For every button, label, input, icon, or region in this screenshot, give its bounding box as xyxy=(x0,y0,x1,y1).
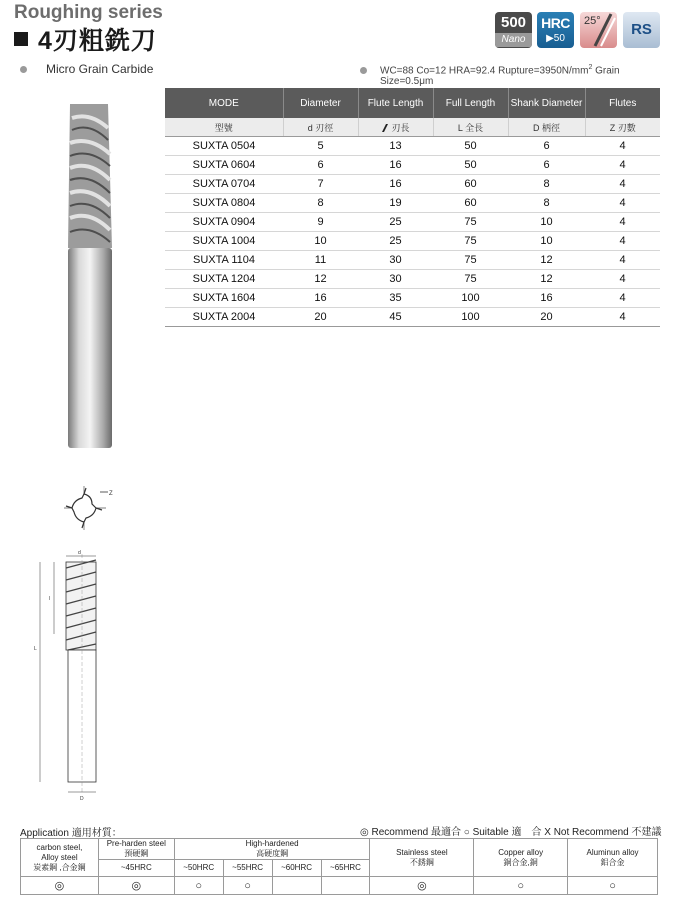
rating-cell: ◎ xyxy=(21,877,99,895)
spec-value-cell: 9 xyxy=(283,213,358,232)
spec-value-cell: 75 xyxy=(433,232,508,251)
spec-value-cell: 4 xyxy=(585,137,660,156)
spec-value-cell: 16 xyxy=(508,289,585,308)
model-code-cell: SUXTA 0704 xyxy=(165,175,283,194)
spec-value-cell: 7 xyxy=(283,175,358,194)
spec-value-cell: 16 xyxy=(358,156,433,175)
rating-cell: ○ xyxy=(174,877,223,895)
spec-value-cell: 30 xyxy=(358,251,433,270)
spec-row xyxy=(165,251,660,270)
spec-header-row xyxy=(165,88,660,118)
application-table xyxy=(20,838,658,895)
spec-value-cell: 10 xyxy=(508,232,585,251)
rating-cell: ◎ xyxy=(370,877,474,895)
spec-row xyxy=(165,194,660,213)
model-code-cell: SUXTA 2004 xyxy=(165,308,283,327)
spec-value-cell: 5 xyxy=(283,137,358,156)
rating-cell xyxy=(272,877,321,895)
spec-subheader: D 柄徑 xyxy=(508,118,585,137)
spec-value-cell: 100 xyxy=(433,289,508,308)
bullet-icon xyxy=(20,66,27,73)
spec-value-cell: 60 xyxy=(433,194,508,213)
L-label: L xyxy=(34,646,37,652)
spec-col-header: Flute Length xyxy=(358,88,433,118)
spec-table-body xyxy=(165,137,660,327)
spec-row xyxy=(165,156,660,175)
app-col-aluminum: Aluminun alloy 鋁合金 xyxy=(568,839,658,877)
cross-section-drawing xyxy=(62,484,122,536)
spec-value-cell: 45 xyxy=(358,308,433,327)
spec-row xyxy=(165,270,660,289)
spec-value-cell: 30 xyxy=(358,270,433,289)
spec-value-cell: 4 xyxy=(585,213,660,232)
spec-value-cell: 75 xyxy=(433,213,508,232)
spec-value-cell: 8 xyxy=(283,194,358,213)
spec-value-cell: 4 xyxy=(585,194,660,213)
rating-cell xyxy=(321,877,370,895)
spec-value-cell: 25 xyxy=(358,213,433,232)
spec-subheader-text: 刃長 xyxy=(391,122,410,133)
app-sub-hardness: ~50HRC xyxy=(174,860,223,877)
spec-value-cell: 4 xyxy=(585,289,660,308)
spec-value-cell: 6 xyxy=(508,137,585,156)
hrc-badge-bottom: ▶50 xyxy=(546,33,565,44)
spec-value-cell: 20 xyxy=(508,308,585,327)
nano-500-badge-bottom: Nano xyxy=(495,33,532,47)
spec-value-cell: 75 xyxy=(433,251,508,270)
spec-tail: Grain Size=0.5μm xyxy=(380,65,620,88)
hrc-badge-top: HRC xyxy=(541,15,570,31)
flute-length-icon xyxy=(381,124,389,132)
app-col-preharden: Pre-harden steel 預硬鋼 xyxy=(98,839,174,860)
application-label: Application 適用材質： xyxy=(20,828,122,839)
spec-subheader xyxy=(358,118,433,137)
spec-main: WC=88 Co=12 HRA=92.4 Rupture=3950N/mm xyxy=(380,65,589,77)
spec-value-cell: 4 xyxy=(585,270,660,289)
spec-value-cell: 10 xyxy=(283,232,358,251)
rating-legend: ◎ Recommend 最適合 ○ Suitable 適 合 X Not Recommend 不建議 xyxy=(360,827,662,838)
model-code-cell: SUXTA 0504 xyxy=(165,137,283,156)
spec-col-header: Full Length xyxy=(433,88,508,118)
app-col-hardened: High-hardened 高硬度鋼 xyxy=(174,839,370,860)
spec-value-cell: 8 xyxy=(508,194,585,213)
end-mill-photo xyxy=(50,98,130,453)
spec-value-cell: 4 xyxy=(585,251,660,270)
app-col-stainless: Stainless steel 不銹鋼 xyxy=(370,839,474,877)
spec-value-cell: 6 xyxy=(508,156,585,175)
model-code-cell: SUXTA 1604 xyxy=(165,289,283,308)
spec-value-cell: 50 xyxy=(433,156,508,175)
title-square-icon xyxy=(14,32,28,46)
model-code-cell: SUXTA 1204 xyxy=(165,270,283,289)
app-col-copper: Copper alloy 銅合金,銅 xyxy=(474,839,568,877)
spec-col-header: MODE xyxy=(165,88,283,118)
spec-subheader: L 全長 xyxy=(433,118,508,137)
application-header-row xyxy=(21,839,658,860)
model-code-cell: SUXTA 0804 xyxy=(165,194,283,213)
d-label: d xyxy=(78,550,81,556)
rs-badge: RS xyxy=(623,12,660,48)
spec-value-cell: 13 xyxy=(358,137,433,156)
bullet-icon xyxy=(360,67,367,74)
series-label: Roughing series xyxy=(14,2,163,23)
spec-value-cell: 4 xyxy=(585,156,660,175)
spec-value-cell: 16 xyxy=(283,289,358,308)
spec-value-cell: 10 xyxy=(508,213,585,232)
l-label: l xyxy=(49,596,51,602)
spec-subheader: 型號 xyxy=(165,118,283,137)
app-col-carbon: carbon steel, Alloy steel 炭素鋼 ,合金鋼 xyxy=(21,839,99,877)
D-label: D xyxy=(80,796,84,800)
spec-value-cell: 8 xyxy=(508,175,585,194)
model-code-cell: SUXTA 0604 xyxy=(165,156,283,175)
spec-value-cell: 35 xyxy=(358,289,433,308)
spec-value-cell: 75 xyxy=(433,270,508,289)
app-sub-hardness: ~60HRC xyxy=(272,860,321,877)
spec-col-header: Diameter xyxy=(283,88,358,118)
nano-500-badge xyxy=(495,12,532,48)
spec-table xyxy=(165,88,660,327)
application-rating-row xyxy=(21,877,658,895)
z-label: Z xyxy=(109,491,113,497)
material-spec xyxy=(380,64,673,87)
model-code-cell: SUXTA 1004 xyxy=(165,232,283,251)
spec-value-cell: 12 xyxy=(508,270,585,289)
rating-cell: ○ xyxy=(568,877,658,895)
spec-value-cell: 100 xyxy=(433,308,508,327)
model-code-cell: SUXTA 0904 xyxy=(165,213,283,232)
spec-value-cell: 50 xyxy=(433,137,508,156)
page-title: 4刃粗銑刀 xyxy=(38,27,157,55)
spec-value-cell: 12 xyxy=(283,270,358,289)
dimension-drawing xyxy=(30,550,110,800)
spec-col-header: Flutes xyxy=(585,88,660,118)
helix-angle-value: 25° xyxy=(584,15,601,27)
spec-value-cell: 12 xyxy=(508,251,585,270)
spec-value-cell: 20 xyxy=(283,308,358,327)
spec-col-header: Shank Diameter xyxy=(508,88,585,118)
spec-value-cell: 19 xyxy=(358,194,433,213)
rating-cell: ◎ xyxy=(98,877,174,895)
title-row xyxy=(14,24,157,54)
spec-value-cell: 4 xyxy=(585,232,660,251)
spec-subheader-row xyxy=(165,118,660,137)
helix-angle-badge xyxy=(580,12,617,48)
spec-row xyxy=(165,308,660,327)
spec-value-cell: 4 xyxy=(585,308,660,327)
spec-row xyxy=(165,137,660,156)
spec-value-cell: 11 xyxy=(283,251,358,270)
rating-cell: ○ xyxy=(474,877,568,895)
spec-sup: 2 xyxy=(588,64,593,71)
spec-row xyxy=(165,289,660,308)
spec-row xyxy=(165,175,660,194)
spec-subheader: d 刃徑 xyxy=(283,118,358,137)
rating-cell: ○ xyxy=(223,877,272,895)
spec-row xyxy=(165,213,660,232)
app-sub-preharden: ~45HRC xyxy=(98,860,174,877)
spec-value-cell: 16 xyxy=(358,175,433,194)
spec-row xyxy=(165,232,660,251)
spec-value-cell: 6 xyxy=(283,156,358,175)
hrc-badge xyxy=(537,12,574,48)
nano-500-badge-top: 500 xyxy=(500,14,527,31)
material-label: Micro Grain Carbide xyxy=(46,62,154,76)
model-code-cell: SUXTA 1104 xyxy=(165,251,283,270)
spec-value-cell: 60 xyxy=(433,175,508,194)
app-sub-hardness: ~65HRC xyxy=(321,860,370,877)
spec-value-cell: 25 xyxy=(358,232,433,251)
app-sub-hardness: ~55HRC xyxy=(223,860,272,877)
spec-value-cell: 4 xyxy=(585,175,660,194)
spec-subheader: Z 刃數 xyxy=(585,118,660,137)
